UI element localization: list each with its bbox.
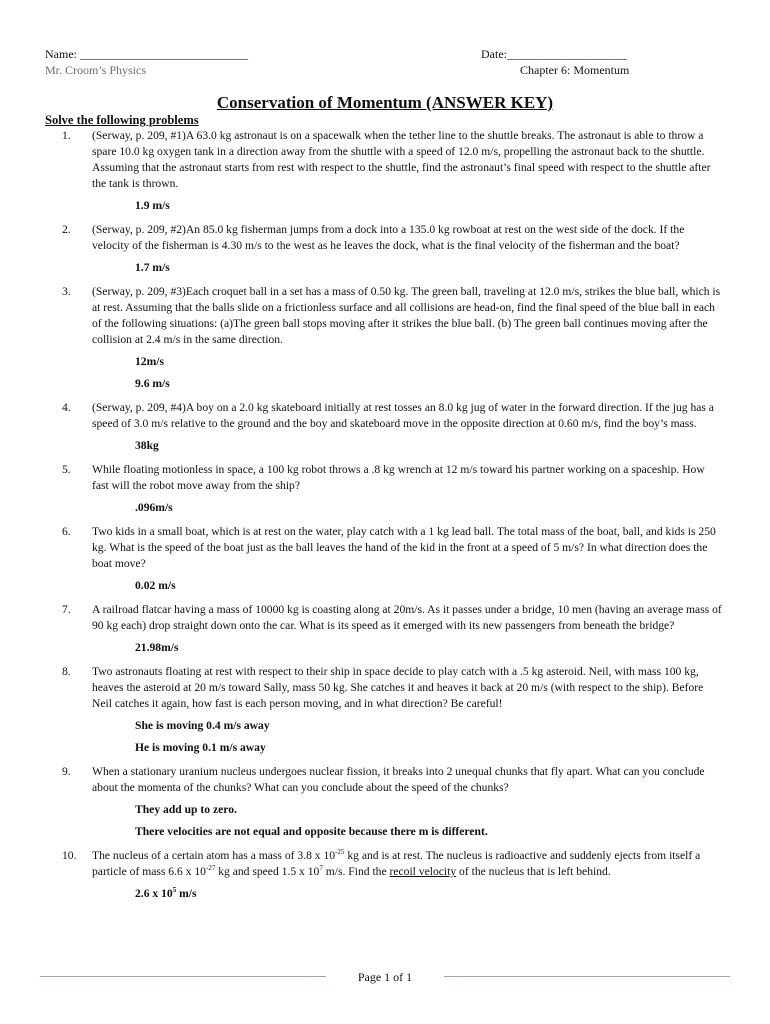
problem-text: When a stationary uranium nucleus undergoes nuclear fission, it breaks into 2 unequal chunks that fly apart. What can you conclude about the momenta of the chunks? What can you conclude about the speed of the chunks? <box>92 765 705 794</box>
problem-number: 3. <box>62 285 71 298</box>
problem-item <box>0 284 770 392</box>
answer-unit: m/s <box>176 887 197 900</box>
problem-text: (Serway, p. 209, #1)A 63.0 kg astronaut is on a spacewalk when the tether line to the shuttle breaks. The astronaut is able to throw a spare 10.0 kg oxygen tank in a direction away from the shuttle with a speed of 12.0 m/s, propelling the astronaut back to the shuttle. Assuming that the astronaut starts from rest with respect to the shuttle, find the astronaut’s final speed with respect to the shuttle after the tank is thrown. <box>92 129 711 190</box>
problem-text: While floating motionless in space, a 100 kg robot throws a .8 kg wrench at 12 m/s toward his partner working on a spaceship. How fast will the robot move away from the ship? <box>92 463 705 492</box>
problem-list <box>0 128 770 902</box>
problem-text: (Serway, p. 209, #4)A boy on a 2.0 kg skateboard initially at rest tosses an 8.0 kg jug of water in the forward direction. If the jug has a speed of 3.0 m/s relative to the ground and the boy and skateboard move in the opposite direction at 0.60 m/s, find the boy’s mass. <box>92 401 714 430</box>
exponent: -25 <box>335 848 345 857</box>
chapter-label: Chapter 6: Momentum <box>520 63 630 77</box>
answer: 0.02 m/s <box>135 579 176 592</box>
page-number: Page 1 of 1 <box>357 970 413 984</box>
answer: 1.9 m/s <box>135 199 170 212</box>
date-field-label: Date:____________________ <box>481 47 627 61</box>
problem-text: A railroad flatcar having a mass of 10000 kg is coasting along at 20m/s. As it passes under a bridge, 10 men (having an average mass of 90 kg each) drop straight down onto the car. What is its speed as it emerged with its new passengers from beneath the bridge? <box>92 603 722 632</box>
problem-text <box>92 848 722 880</box>
problem-item <box>0 764 770 840</box>
problem-item <box>0 128 770 214</box>
problem-item <box>0 664 770 756</box>
answer: 12m/s <box>135 355 164 368</box>
problem-text: Two kids in a small boat, which is at rest on the water, play catch with a 1 kg lead ball. The total mass of the boat, ball, and kids is 250 kg. What is the speed of the boat just as the ball leaves the hand of the kid in the front at a speed of 5 m/s? In what direction does the boat move? <box>92 525 716 570</box>
problem-text: (Serway, p. 209, #3)Each croquet ball in a set has a mass of 0.50 kg. The green ball, traveling at 12.0 m/s, strikes the blue ball, which is at rest. Assuming that the balls slide on a frictionless surface and all collisions are head-on, find the final speed of the blue ball in each of the following situations: (a)The green ball stops moving after it strikes the blue ball. (b) The green ball continues moving after the collision at 2.4 m/s in the same direction. <box>92 285 721 346</box>
problem-item <box>0 848 770 902</box>
answer: .096m/s <box>135 501 173 514</box>
footer-rule-right <box>444 976 730 977</box>
problem-number: 1. <box>62 129 71 142</box>
answer: She is moving 0.4 m/s away <box>135 719 270 732</box>
text-fragment: kg and speed 1.5 x 10 <box>215 865 320 878</box>
problem-item <box>0 524 770 594</box>
problem-number: 8. <box>62 665 71 678</box>
problem-number: 6. <box>62 525 71 538</box>
answer: 38kg <box>135 439 159 452</box>
problem-number: 5. <box>62 463 71 476</box>
problem-item <box>0 462 770 516</box>
exponent: 7 <box>319 864 323 873</box>
teacher-course: Mr. Croom’s Physics <box>45 63 147 77</box>
problem-item <box>0 222 770 276</box>
answer: They add up to zero. <box>135 803 237 816</box>
text-fragment: of the nucleus that is left behind. <box>456 865 611 878</box>
name-field-label: Name: ____________________________ <box>45 47 248 61</box>
problem-item <box>0 400 770 454</box>
text-fragment: The nucleus of a certain atom has a mass of 3.8 x 10 <box>92 849 336 862</box>
problem-number: 4. <box>62 401 71 414</box>
problem-text: Two astronauts floating at rest with respect to their ship in space decide to play catch with a .5 kg asteroid. Neil, with mass 100 kg, heaves the asteroid at 20 m/s toward Sally, mass 50 kg. She catches it and heaves it back at 20 m/s (with respect to the ship). Before Neil catches it again, how fast is each person moving, and in what direction? Be careful! <box>92 665 704 710</box>
exponent: 5 <box>172 886 177 895</box>
text-fragment: kg and is at rest. The nucleus is radioactive and suddenly ejects from itself a particle of mass 6.6 x 10 <box>92 849 701 878</box>
answer: 1.7 m/s <box>135 261 170 274</box>
problem-item <box>0 602 770 656</box>
problem-number: 7. <box>62 603 71 616</box>
answer: 21.98m/s <box>135 641 179 654</box>
problem-number: 9. <box>62 765 71 778</box>
section-heading: Solve the following problems <box>45 113 199 127</box>
problem-number: 2. <box>62 223 71 236</box>
problem-text: (Serway, p. 209, #2)An 85.0 kg fisherman jumps from a dock into a 135.0 kg rowboat at rest on the west side of the dock. If the velocity of the fisherman is 4.30 m/s to the west as he leaves the dock, what is the final velocity of the fisherman and the boat? <box>92 223 685 252</box>
underlined-term: recoil velocity <box>389 865 457 878</box>
page-title: Conservation of Momentum (ANSWER KEY) <box>216 93 554 112</box>
answer: 9.6 m/s <box>135 377 170 390</box>
exponent: -27 <box>205 864 216 873</box>
answer: There velocities are not equal and opposite because there m is different. <box>135 825 488 838</box>
answer <box>135 886 770 902</box>
footer-rule-left <box>40 976 326 977</box>
problem-number: 10. <box>62 849 77 862</box>
text-fragment: m/s. Find the <box>322 865 390 878</box>
answer: He is moving 0.1 m/s away <box>135 741 266 754</box>
answer-base: 2.6 x 10 <box>135 887 173 900</box>
